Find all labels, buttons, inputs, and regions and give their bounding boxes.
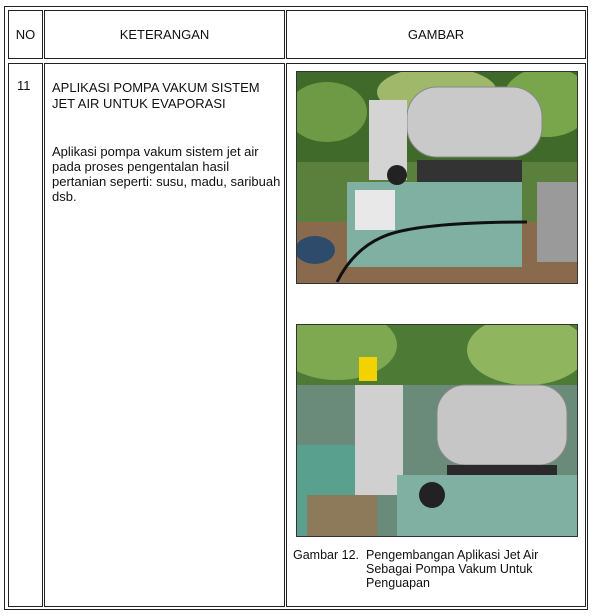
header-keterangan-label: KETERANGAN	[119, 27, 210, 42]
item-desc-line2: pada proses pengentalan hasil	[52, 159, 230, 174]
cell-keterangan	[44, 63, 285, 607]
item-desc-line3: pertanian seperti: susu, madu, saribuah	[52, 174, 281, 189]
cell-no	[8, 63, 43, 607]
photo-evaporator-2	[296, 324, 578, 537]
item-title-line2: JET AIR UNTUK EVAPORASI	[52, 96, 226, 111]
header-gambar	[286, 10, 586, 59]
figure-caption-line2: Sebagai Pompa Vakum Untuk	[366, 562, 533, 576]
data-table	[4, 6, 588, 610]
row-number: 11	[17, 78, 31, 93]
cell-gambar	[286, 63, 586, 607]
photo-evaporator-1	[296, 71, 578, 284]
header-no-label: NO	[15, 27, 36, 42]
item-title-line1: APLIKASI POMPA VAKUM SISTEM	[52, 80, 260, 95]
figure-caption-line1: Pengembangan Aplikasi Jet Air	[366, 548, 539, 562]
figure-caption-label: Gambar 12.	[293, 548, 360, 562]
header-no	[8, 10, 43, 59]
header-keterangan	[44, 10, 285, 59]
item-desc-line1: Aplikasi pompa vakum sistem jet air	[52, 144, 259, 159]
header-gambar-label: GAMBAR	[407, 27, 465, 42]
item-desc-line4: dsb.	[52, 189, 77, 204]
figure-caption-line3: Penguapan	[366, 576, 430, 590]
